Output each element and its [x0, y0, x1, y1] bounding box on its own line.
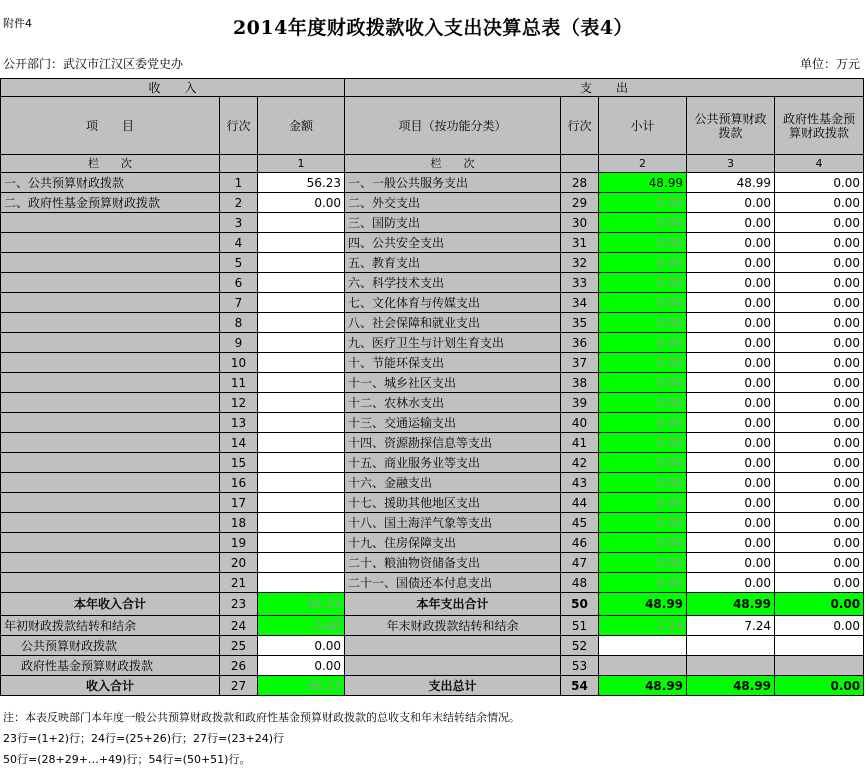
- income-item: 二、政府性基金预算财政拨款: [1, 193, 220, 213]
- end-carryover-label: 年末财政拨款结转和结余: [345, 616, 561, 636]
- unit-label: 单位：万元: [799, 57, 860, 71]
- income-row-no: 4: [220, 233, 258, 253]
- expense-row-no: 48: [561, 573, 599, 593]
- expense-fund: 0.00: [775, 293, 864, 313]
- income-amount: [258, 313, 345, 333]
- expense-subtotal: 0.00: [599, 453, 687, 473]
- table-row: [1, 173, 864, 193]
- note-line: 注：本表反映部门本年度一般公共预算财政拨款和政府性基金预算财政拨款的总收支和年末结转结余情况。: [3, 711, 520, 724]
- income-item: [1, 533, 220, 553]
- column-label: 栏 次: [1, 155, 220, 173]
- expense-fund: 0.00: [775, 213, 864, 233]
- income-row-no: 21: [220, 573, 258, 593]
- table-row: [1, 193, 864, 213]
- col-index-2: 2: [599, 155, 687, 173]
- expense-subtotal: 0.00: [599, 473, 687, 493]
- expense-item: 一、一般公共服务支出: [345, 173, 561, 193]
- income-row-no: 18: [220, 513, 258, 533]
- expense-fund: 0.00: [775, 533, 864, 553]
- income-row-no: 15: [220, 453, 258, 473]
- public-carryover-label: 公共预算财政拨款: [1, 636, 220, 656]
- income-item: [1, 473, 220, 493]
- fund-carryover-label: 政府性基金预算财政拨款: [1, 656, 220, 676]
- expense-fund: 0.00: [775, 193, 864, 213]
- income-item: [1, 353, 220, 373]
- income-row-no: 19: [220, 533, 258, 553]
- expense-subtotal: 0.00: [599, 553, 687, 573]
- expense-fund: 0.00: [775, 233, 864, 253]
- expense-item: 十八、国土海洋气象等支出: [345, 513, 561, 533]
- expense-header: 支 出: [345, 79, 864, 97]
- expense-total-label: 支出总计: [345, 676, 561, 696]
- expense-subtotal: 0.00: [599, 413, 687, 433]
- page-title: 2014年度财政拨款收入支出决算总表（表4）: [232, 17, 634, 39]
- fund-carryover-amount: 0.00: [258, 656, 345, 676]
- table-row: [1, 573, 864, 593]
- expense-item: 十六、金融支出: [345, 473, 561, 493]
- income-row-no: 20: [220, 553, 258, 573]
- begin-carryover-amount: 0.00: [258, 616, 345, 636]
- expense-subtotal: 0.00: [599, 193, 687, 213]
- begin-carryover-no: 24: [220, 616, 258, 636]
- item-header: 项 目: [1, 97, 220, 155]
- income-amount: [258, 213, 345, 233]
- income-item: [1, 433, 220, 453]
- expense-public: 0.00: [687, 473, 775, 493]
- gov-fund-header: 政府性基金预算财政拨款: [775, 97, 864, 155]
- expense-public: 0.00: [687, 353, 775, 373]
- income-item: [1, 213, 220, 233]
- table-row: [1, 333, 864, 353]
- income-total-no: 27: [220, 676, 258, 696]
- fund-carryover-row: [1, 656, 864, 676]
- expense-item: 十四、资源勘探信息等支出: [345, 433, 561, 453]
- income-amount: [258, 373, 345, 393]
- public-carryover-no: 25: [220, 636, 258, 656]
- attachment-label: 附件4: [3, 17, 32, 30]
- expense-item: 三、国防支出: [345, 213, 561, 233]
- table-row: [1, 553, 864, 573]
- end-carryover-no: 51: [561, 616, 599, 636]
- expense-subtotal: 0.00: [599, 493, 687, 513]
- expense-subtotal: 0.00: [599, 273, 687, 293]
- expense-public: 0.00: [687, 373, 775, 393]
- income-item: [1, 233, 220, 253]
- row-52-no: 52: [561, 636, 599, 656]
- year-expense-no: 50: [561, 593, 599, 616]
- table-row: [1, 433, 864, 453]
- expense-row-no: 44: [561, 493, 599, 513]
- expense-total-fund: 0.00: [775, 676, 864, 696]
- public-carryover-amount: 0.00: [258, 636, 345, 656]
- column-label-2: 栏 次: [345, 155, 561, 173]
- income-amount: [258, 273, 345, 293]
- income-row-no: 5: [220, 253, 258, 273]
- header-row-columns: [1, 97, 864, 155]
- expense-item: 十七、援助其他地区支出: [345, 493, 561, 513]
- income-row-no: 10: [220, 353, 258, 373]
- income-amount: 0.00: [258, 193, 345, 213]
- expense-subtotal: 0.00: [599, 533, 687, 553]
- expense-subtotal: 0.00: [599, 333, 687, 353]
- col-index-1: 1: [258, 155, 345, 173]
- income-item: [1, 253, 220, 273]
- expense-row-no: 45: [561, 513, 599, 533]
- income-item: [1, 513, 220, 533]
- expense-fund: 0.00: [775, 573, 864, 593]
- expense-fund: 0.00: [775, 313, 864, 333]
- expense-item: 十二、农林水支出: [345, 393, 561, 413]
- expense-subtotal: 0.00: [599, 313, 687, 333]
- expense-subtotal: 0.00: [599, 433, 687, 453]
- item-func-header: 项目（按功能分类）: [345, 97, 561, 155]
- expense-fund: 0.00: [775, 393, 864, 413]
- expense-row-no: 30: [561, 213, 599, 233]
- income-amount: [258, 353, 345, 373]
- expense-item: 十一、城乡社区支出: [345, 373, 561, 393]
- income-amount: [258, 473, 345, 493]
- income-row-no: 2: [220, 193, 258, 213]
- income-row-no: 7: [220, 293, 258, 313]
- expense-subtotal: 0.00: [599, 233, 687, 253]
- income-row-no: 6: [220, 273, 258, 293]
- expense-fund: 0.00: [775, 333, 864, 353]
- income-amount: 56.23: [258, 173, 345, 193]
- income-row-no: 16: [220, 473, 258, 493]
- expense-public: 0.00: [687, 393, 775, 413]
- income-amount: [258, 513, 345, 533]
- expense-fund: 0.00: [775, 513, 864, 533]
- expense-item: 二十、粮油物资储备支出: [345, 553, 561, 573]
- expense-item: 二、外交支出: [345, 193, 561, 213]
- table-row: [1, 513, 864, 533]
- expense-public: 0.00: [687, 553, 775, 573]
- expense-subtotal: 0.00: [599, 573, 687, 593]
- amount-header: 金额: [258, 97, 345, 155]
- expense-total-no: 54: [561, 676, 599, 696]
- income-row-no: 14: [220, 433, 258, 453]
- income-item: [1, 313, 220, 333]
- income-item: [1, 293, 220, 313]
- expense-fund: 0.00: [775, 253, 864, 273]
- expense-public: 0.00: [687, 233, 775, 253]
- income-item: [1, 333, 220, 353]
- income-amount: [258, 393, 345, 413]
- year-expense-subtotal: 48.99: [599, 593, 687, 616]
- year-income-amount: 56.23: [258, 593, 345, 616]
- income-item: [1, 493, 220, 513]
- public-carryover-row: [1, 636, 864, 656]
- expense-fund: 0.00: [775, 453, 864, 473]
- expense-item: 六、科学技术支出: [345, 273, 561, 293]
- income-row-no: 11: [220, 373, 258, 393]
- expense-fund: 0.00: [775, 493, 864, 513]
- begin-carryover-label: 年初财政拨款结转和结余: [1, 616, 220, 636]
- expense-row-no: 39: [561, 393, 599, 413]
- expense-row-no: 33: [561, 273, 599, 293]
- table-row: [1, 533, 864, 553]
- note-line: 23行=(1+2)行；24行=(25+26)行；27行=(23+24)行: [3, 732, 285, 745]
- expense-row-no: 43: [561, 473, 599, 493]
- income-row-no: 12: [220, 393, 258, 413]
- expense-item: 十五、商业服务业等支出: [345, 453, 561, 473]
- expense-row-no: 40: [561, 413, 599, 433]
- expense-row-no: 32: [561, 253, 599, 273]
- expense-item: 二十一、国债还本付息支出: [345, 573, 561, 593]
- expense-row-no: 34: [561, 293, 599, 313]
- end-carryover-fund: 0.00: [775, 616, 864, 636]
- income-amount: [258, 573, 345, 593]
- income-item: [1, 393, 220, 413]
- table-row: [1, 413, 864, 433]
- expense-public: 0.00: [687, 293, 775, 313]
- header-row-section: [1, 79, 864, 97]
- expense-public: 0.00: [687, 453, 775, 473]
- expense-row-no: 29: [561, 193, 599, 213]
- expense-fund: 0.00: [775, 413, 864, 433]
- col-index-3: 3: [687, 155, 775, 173]
- income-total-label: 收入合计: [1, 676, 220, 696]
- expense-subtotal: 48.99: [599, 173, 687, 193]
- expense-row-no: 46: [561, 533, 599, 553]
- table-row: [1, 233, 864, 253]
- table-row: [1, 473, 864, 493]
- expense-item: 十九、住房保障支出: [345, 533, 561, 553]
- income-amount: [258, 253, 345, 273]
- expense-row-no: 37: [561, 353, 599, 373]
- year-expense-fund: 0.00: [775, 593, 864, 616]
- expense-subtotal: 0.00: [599, 373, 687, 393]
- expense-subtotal: 0.00: [599, 293, 687, 313]
- carryover-row: [1, 616, 864, 636]
- expense-item: 五、教育支出: [345, 253, 561, 273]
- row-no2-header: 行次: [561, 97, 599, 155]
- table-row: [1, 293, 864, 313]
- income-row-no: 1: [220, 173, 258, 193]
- expense-public: 0.00: [687, 273, 775, 293]
- income-amount: [258, 413, 345, 433]
- income-amount: [258, 333, 345, 353]
- income-amount: [258, 493, 345, 513]
- income-amount: [258, 233, 345, 253]
- col-index-4: 4: [775, 155, 864, 173]
- expense-subtotal: 0.00: [599, 253, 687, 273]
- income-header: 收 入: [1, 79, 345, 97]
- expense-subtotal: 0.00: [599, 213, 687, 233]
- department-label: 公开部门：武汉市江汉区委党史办: [3, 57, 184, 71]
- year-total-row: [1, 593, 864, 616]
- expense-total-subtotal: 48.99: [599, 676, 687, 696]
- expense-public: 0.00: [687, 533, 775, 553]
- expense-row-no: 31: [561, 233, 599, 253]
- table-row: [1, 453, 864, 473]
- income-amount: [258, 453, 345, 473]
- table-row: [1, 493, 864, 513]
- notes: [3, 707, 520, 770]
- expense-public: 0.00: [687, 253, 775, 273]
- expense-fund: 0.00: [775, 353, 864, 373]
- public-budget-header: 公共预算财政拨款: [687, 97, 775, 155]
- expense-item: 七、文化体育与传媒支出: [345, 293, 561, 313]
- expense-public: 0.00: [687, 213, 775, 233]
- income-item: [1, 413, 220, 433]
- expense-public: 0.00: [687, 313, 775, 333]
- end-carryover-subtotal: 7.24: [599, 616, 687, 636]
- expense-row-no: 36: [561, 333, 599, 353]
- fund-carryover-no: 26: [220, 656, 258, 676]
- expense-row-no: 28: [561, 173, 599, 193]
- note-line: 50行=(28+29+…+49)行；54行=(50+51)行。: [3, 753, 251, 766]
- income-item: [1, 273, 220, 293]
- expense-row-no: 41: [561, 433, 599, 453]
- year-expense-label: 本年支出合计: [345, 593, 561, 616]
- expense-total-public: 48.99: [687, 676, 775, 696]
- table-row: [1, 373, 864, 393]
- end-carryover-public: 7.24: [687, 616, 775, 636]
- income-total-amount: 56.23: [258, 676, 345, 696]
- year-income-no: 23: [220, 593, 258, 616]
- income-item: [1, 573, 220, 593]
- income-row-no: 3: [220, 213, 258, 233]
- expense-fund: 0.00: [775, 173, 864, 193]
- income-amount: [258, 553, 345, 573]
- table-row: [1, 273, 864, 293]
- expense-item: 九、医疗卫生与计划生育支出: [345, 333, 561, 353]
- expense-public: 0.00: [687, 413, 775, 433]
- expense-public: 48.99: [687, 173, 775, 193]
- income-item: 一、公共预算财政拨款: [1, 173, 220, 193]
- table-row: [1, 253, 864, 273]
- income-row-no: 8: [220, 313, 258, 333]
- expense-row-no: 47: [561, 553, 599, 573]
- expense-item: 四、公共安全支出: [345, 233, 561, 253]
- income-amount: [258, 533, 345, 553]
- expense-public: 0.00: [687, 573, 775, 593]
- budget-table: [0, 78, 864, 696]
- expense-fund: 0.00: [775, 473, 864, 493]
- expense-fund: 0.00: [775, 373, 864, 393]
- income-amount: [258, 433, 345, 453]
- expense-fund: 0.00: [775, 553, 864, 573]
- income-item: [1, 553, 220, 573]
- expense-public: 0.00: [687, 513, 775, 533]
- row-53-no: 53: [561, 656, 599, 676]
- expense-public: 0.00: [687, 193, 775, 213]
- grand-total-row: [1, 676, 864, 696]
- expense-subtotal: 0.00: [599, 353, 687, 373]
- table-row: [1, 393, 864, 413]
- table-row: [1, 353, 864, 373]
- expense-public: 0.00: [687, 493, 775, 513]
- expense-item: 八、社会保障和就业支出: [345, 313, 561, 333]
- income-row-no: 13: [220, 413, 258, 433]
- income-amount: [258, 293, 345, 313]
- expense-row-no: 38: [561, 373, 599, 393]
- expense-row-no: 35: [561, 313, 599, 333]
- income-item: [1, 373, 220, 393]
- year-income-label: 本年收入合计: [1, 593, 220, 616]
- expense-subtotal: 0.00: [599, 513, 687, 533]
- table-row: [1, 213, 864, 233]
- expense-fund: 0.00: [775, 273, 864, 293]
- expense-public: 0.00: [687, 333, 775, 353]
- expense-row-no: 42: [561, 453, 599, 473]
- header-row-index: [1, 155, 864, 173]
- income-row-no: 17: [220, 493, 258, 513]
- year-expense-public: 48.99: [687, 593, 775, 616]
- income-row-no: 9: [220, 333, 258, 353]
- income-item: [1, 453, 220, 473]
- expense-item: 十三、交通运输支出: [345, 413, 561, 433]
- row-no-header: 行次: [220, 97, 258, 155]
- expense-public: 0.00: [687, 433, 775, 453]
- expense-item: 十、节能环保支出: [345, 353, 561, 373]
- expense-fund: 0.00: [775, 433, 864, 453]
- subtotal-header: 小计: [599, 97, 687, 155]
- table-row: [1, 313, 864, 333]
- expense-subtotal: 0.00: [599, 393, 687, 413]
